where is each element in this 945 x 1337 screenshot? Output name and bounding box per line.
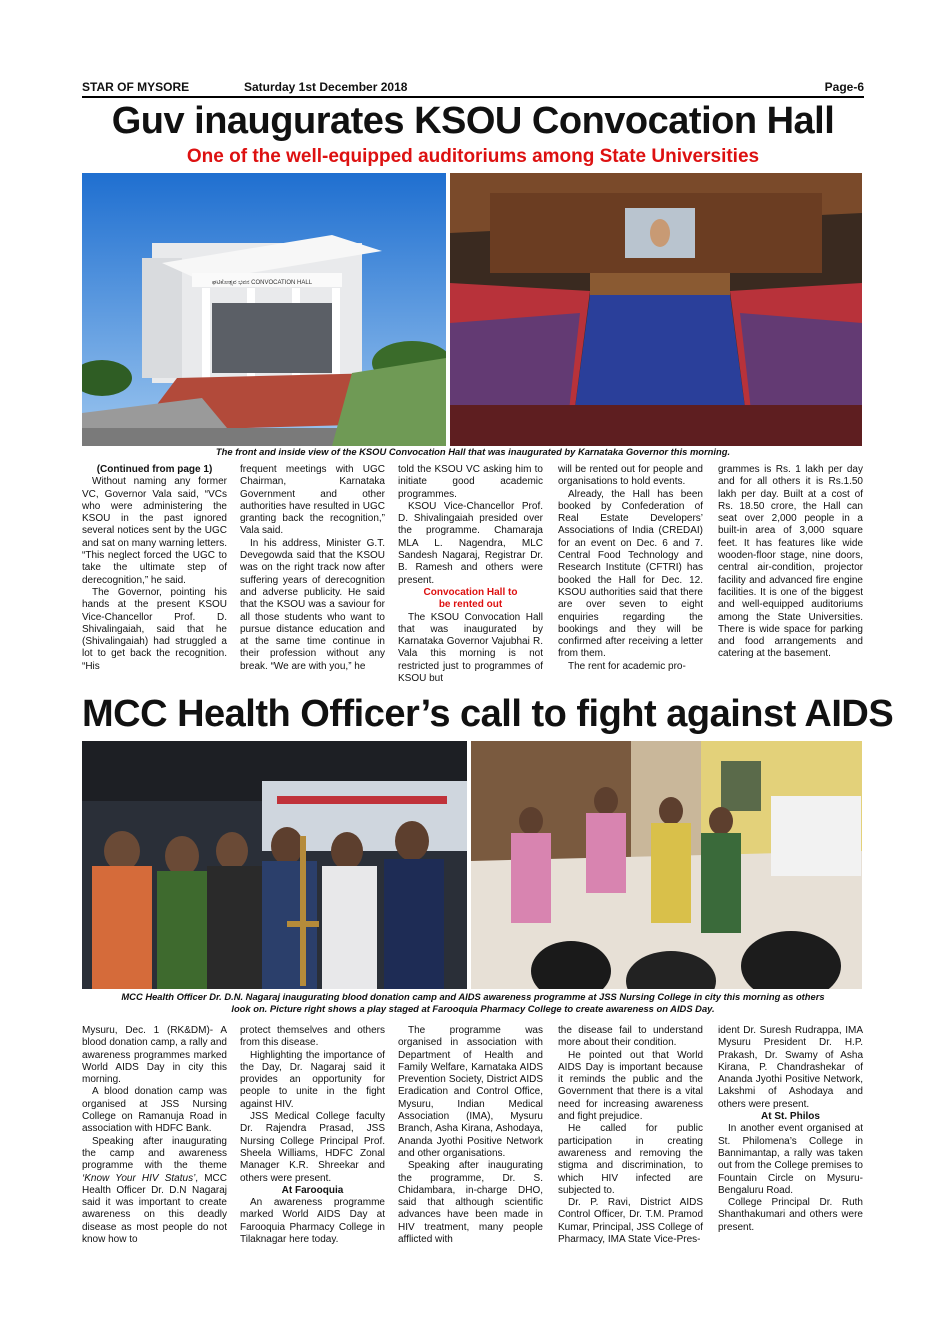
paragraph: Already, the Hall has been booked by Confederation of Real Estate Developers’ Associations of India (CREDAI) for an event on Dec. 6 and 7. Central Food Technology and Research Institute (CFTRI) has booked the Hall for Dec. 12. KSOU authorities said that there are over seven to eight enquiries regarding the bookings and they will be confirmed after receiving a letter from them. <box>558 488 703 660</box>
story2-column-2 <box>240 1025 385 1246</box>
story2-column-4 <box>558 1025 703 1246</box>
photo-convocation-hall-interior <box>450 173 862 446</box>
caption-line-2: look on. Picture right shows a play staged at Farooquia Pharmacy College to create awareness on AIDS Day. <box>231 1003 715 1014</box>
story1-column-2 <box>240 464 385 673</box>
paragraph: He called for public participation in creating awareness and removing the stigma and discrimination, to which HIV infected are subjected to. <box>558 1123 703 1196</box>
paragraph: College Principal Dr. Ruth Shanthakumari and others were present. <box>718 1197 863 1233</box>
story2-column-5 <box>718 1025 863 1234</box>
paragraph: Dr. P. Ravi, District AIDS Control Officer, Dr. T.M. Pramod Kumar, Principal, JSS College of Pharmacy, IMA State Vice-Pres- <box>558 1197 703 1246</box>
issue-date: Saturday 1st December 2018 <box>244 80 408 94</box>
photo-lamp-lighting <box>82 741 467 989</box>
paragraph: Without naming any former VC, Governor Vala said, “VCs who were administering the KSOU in the past ignored several notices sent by the UGC and sat on many warning letters. “This neglect forced the UGC to take the ultimate step of derecognition,” he said. <box>82 476 227 586</box>
story1-column-4 <box>558 464 703 673</box>
continued-note: (Continued from page 1) <box>96 464 213 475</box>
story1-photo-caption: The front and inside view of the KSOU Convocation Hall that was inaugurated by Karnataka Governor this morning. <box>215 446 731 457</box>
paragraph: The rent for academic pro- <box>568 660 686 672</box>
subhead: At Farooquia <box>281 1184 344 1196</box>
paragraph: Mysuru, Dec. 1 (RK&DM)- A blood donation camp, a rally and awareness programmes marked World AIDS Day in city this morning. <box>82 1025 227 1086</box>
subhead: At St. Philos <box>761 1111 820 1123</box>
publication-name: STAR OF MYSORE <box>82 80 190 94</box>
paragraph: the disease fail to understand more about their condition. <box>558 1025 703 1049</box>
text-run: Speaking after inaugurating the camp and awareness programme with the theme <box>82 1135 227 1172</box>
paragraph: The programme was organised in association with Department of Health and Family Welfare, Karnataka AIDS Prevention Society, District AIDS Eradication and Control Office, Mysuru, Indian Medical Association (IMA), Mysuru Branch, Asha Kirana, Ashodaya, Ananda Jyothi Positive Network and other organisations. <box>398 1025 543 1159</box>
story2-column-1 <box>82 1025 227 1246</box>
page-number: Page-6 <box>824 80 864 94</box>
paragraph: grammes is Rs. 1 lakh per day and for all others it is Rs.1.50 lakh per day. Built at a cost of Rs. 18.50 crore, the Hall can seat over 2,000 people in a built-in area of 3,000 square feet. It has features like wide wooden-floor stage, nine doors, central air-condition, projector facility and advanced fire engine facilities. It is one of the biggest and well-equipped auditoriums among the State Universities. There is wide space for parking and food arrangements and catering at the basement. <box>718 464 863 660</box>
paragraph: In another event organised at St. Philomena’s College in Bannimantap, a rally was taken out from the College premises to Fountain Circle on Mysuru-Bengaluru Road. <box>718 1123 863 1196</box>
paragraph: frequent meetings with UGC Chairman, Karnataka Government and other authorities have resulted in UGC granting back the recognition,” Vala said. <box>240 464 385 537</box>
subhead-line-2: be rented out <box>438 599 503 611</box>
subhead-line-1: Convocation Hall to <box>423 586 518 598</box>
story1-subhead: One of the well-equipped auditoriums among State Universities <box>186 146 760 167</box>
paragraph <box>82 1136 227 1247</box>
paragraph: ident Dr. Suresh Rudrappa, IMA Mysuru President Dr. H.P. Prakash, Dr. Swamy of Asha Kirana, P. Chandrashekar of Ananda Jyothi Positive Network, Lakshmi of Ashodaya and others were present. <box>718 1025 863 1110</box>
paragraph: Speaking after inaugurating the programme, Dr. S. Chidambara, in-charge DHO, said that although scientific advances have been made in HIV treatment, many people afflicted with <box>398 1160 543 1246</box>
paragraph: KSOU Vice-Chancellor Prof. D. Shivalingaiah presided over the programme. Chamaraja MLA L. Nagendra, MLC Sandesh Nagaraj, Registrar Dr. B. Ramesh and others were present. <box>398 500 543 586</box>
story2-column-3 <box>398 1025 543 1246</box>
photo-street-play <box>471 741 862 989</box>
story2-headline: MCC Health Officer’s call to fight against AIDS <box>82 693 894 735</box>
text-run: , MCC Health Officer Dr. D.N Nagaraj said it was important to create awareness on this deadly disease as most people do not know how to <box>82 1172 227 1246</box>
paragraph: In his address, Minister G.T. Devegowda said that the KSOU was on the right track now after suffering years of derecognition and adverse publicity. He said that the KSOU was a saviour for all those students who want to pursue distance education and at the same time continue in their profession without any break. “We are with you,” he <box>240 537 385 672</box>
paragraph: A blood donation camp was organised at JSS Nursing College on Ramanuja Road in association with HDFC Bank. <box>82 1086 227 1135</box>
caption-line-1: MCC Health Officer Dr. D.N. Nagaraj inaugurating blood donation camp and AIDS awareness programme at JSS Nursing College in city this morning as others <box>121 991 825 1002</box>
story1-column-5 <box>718 464 863 661</box>
paragraph: Highlighting the importance of the Day, Dr. Nagaraj said it provides an opportunity for people to unite in the fight against HIV. <box>240 1049 385 1110</box>
paragraph: The KSOU Convocation Hall that was inaugurated by Karnataka Governor Vajubhai R. Vala this morning is not restricted just to programmes of KSOU but <box>398 611 543 685</box>
theme-text: ‘Know Your HIV Status’ <box>82 1172 196 1184</box>
paragraph: The Governor, pointing his hands at the present KSOU Vice-Chancellor Prof. D. Shivalingaiah, said that he (Shivalingaiah) had struggled a lot to get back the recognition. “His <box>82 586 227 672</box>
story2-photo-caption <box>82 991 864 1015</box>
story1-column-3 <box>398 464 543 685</box>
paragraph: told the KSOU VC asking him to initiate good academic programmes. <box>398 464 543 500</box>
story1-headline: Guv inaugurates KSOU Convocation Hall <box>111 100 835 142</box>
paragraph: protect themselves and others from this disease. <box>240 1025 385 1049</box>
paragraph: An awareness programme marked World AIDS Day at Farooquia Pharmacy College in Tilaknagar here today. <box>240 1197 385 1246</box>
paragraph: will be rented out for people and organisations to hold events. <box>558 464 703 488</box>
paragraph: He pointed out that World AIDS Day is important because it reminds the public and the Government that there is a vital need for increasing awareness and fight prejudice. <box>558 1049 703 1123</box>
photo-convocation-hall-exterior <box>82 173 446 446</box>
paragraph: JSS Medical College faculty Dr. Rajendra Prasad, JSS Nursing College Principal Prof. Sheela Williams, HDFC Zonal Manager K.R. Shreekar and others were present. <box>240 1111 385 1184</box>
masthead <box>82 78 864 98</box>
story1-column-1 <box>82 464 227 673</box>
building-sign: ಘಟಿಕೋತ್ಸವ ಭವನ CONVOCATION HALL <box>212 280 313 286</box>
